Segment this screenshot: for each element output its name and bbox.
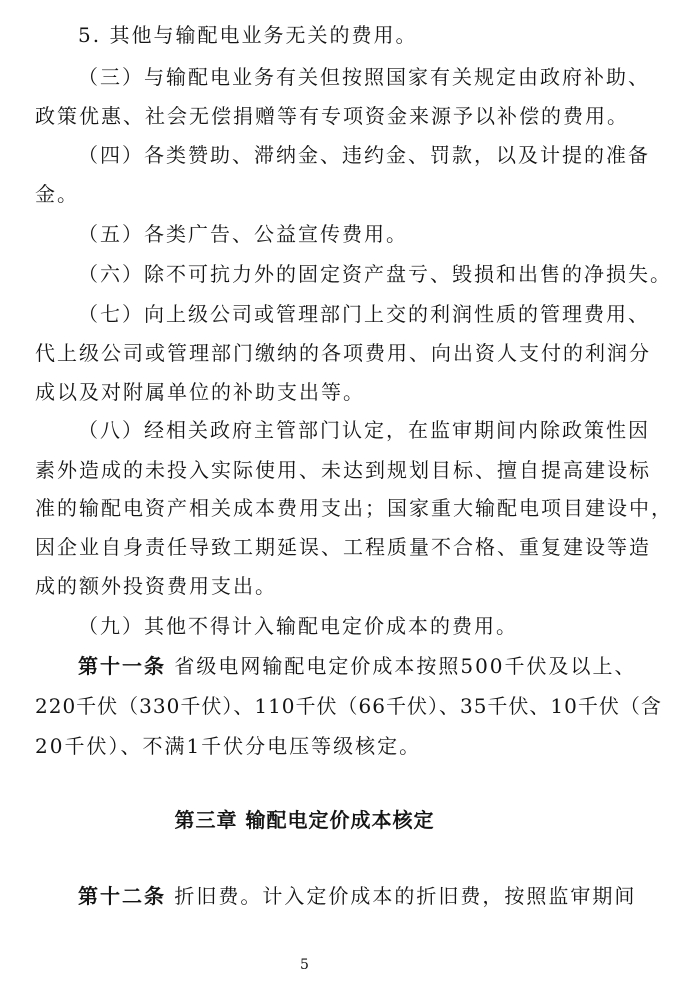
- text-line: 220千伏（330千伏）、110千伏（66千伏）、35千伏、10千伏（含: [35, 694, 662, 718]
- text-line: 政策优惠、社会无偿捐赠等有专项资金来源予以补偿的费用。: [35, 104, 629, 128]
- text-line: （八）经相关政府主管部门认定，在监审期间内除政策性因: [78, 418, 650, 442]
- text-line: 20千伏）、不满1千伏分电压等级核定。: [35, 734, 422, 758]
- text-line: （六）除不可抗力外的固定资产盘亏、毁损和出售的净损失。: [78, 262, 672, 286]
- text-line: （七）向上级公司或管理部门上交的利润性质的管理费用、: [78, 302, 650, 326]
- text-line: 成以及对附属单位的补助支出等。: [35, 380, 365, 404]
- chapter-heading: 第三章 输配电定价成本核定: [174, 808, 435, 832]
- text-line: 成的额外投资费用支出。: [35, 574, 277, 598]
- article-12-text: 折旧费。计入定价成本的折旧费，按照监审期间: [166, 884, 637, 908]
- text-line: 5. 其他与输配电业务无关的费用。: [78, 23, 418, 47]
- text-line: 代上级公司或管理部门缴纳的各项费用、向出资人支付的利润分: [35, 341, 651, 365]
- text-line: （四）各类赞助、滞纳金、违约金、罚款，以及计提的准备: [78, 143, 650, 167]
- article-12-label: 第十二条: [78, 884, 166, 908]
- text-line: 因企业自身责任导致工期延误、工程质量不合格、重复建设等造: [35, 535, 651, 559]
- article-11-text: 省级电网输配电定价成本按照500千伏及以上、: [166, 654, 637, 678]
- text-line: 准的输配电资产相关成本费用支出；国家重大输配电项目建设中，: [35, 496, 673, 520]
- text-line: （三）与输配电业务有关但按照国家有关规定由政府补助、: [78, 65, 650, 89]
- article-12-line: [78, 884, 636, 908]
- text-line: 金。: [35, 182, 79, 206]
- page-number: 5: [300, 957, 309, 973]
- article-11-label: 第十一条: [78, 654, 166, 678]
- article-11-line: [78, 654, 637, 678]
- text-line: 素外造成的未投入实际使用、未达到规划目标、擅自提高建设标: [35, 458, 651, 482]
- text-line: （五）各类广告、公益宣传费用。: [78, 222, 408, 246]
- text-line: （九）其他不得计入输配电定价成本的费用。: [78, 614, 518, 638]
